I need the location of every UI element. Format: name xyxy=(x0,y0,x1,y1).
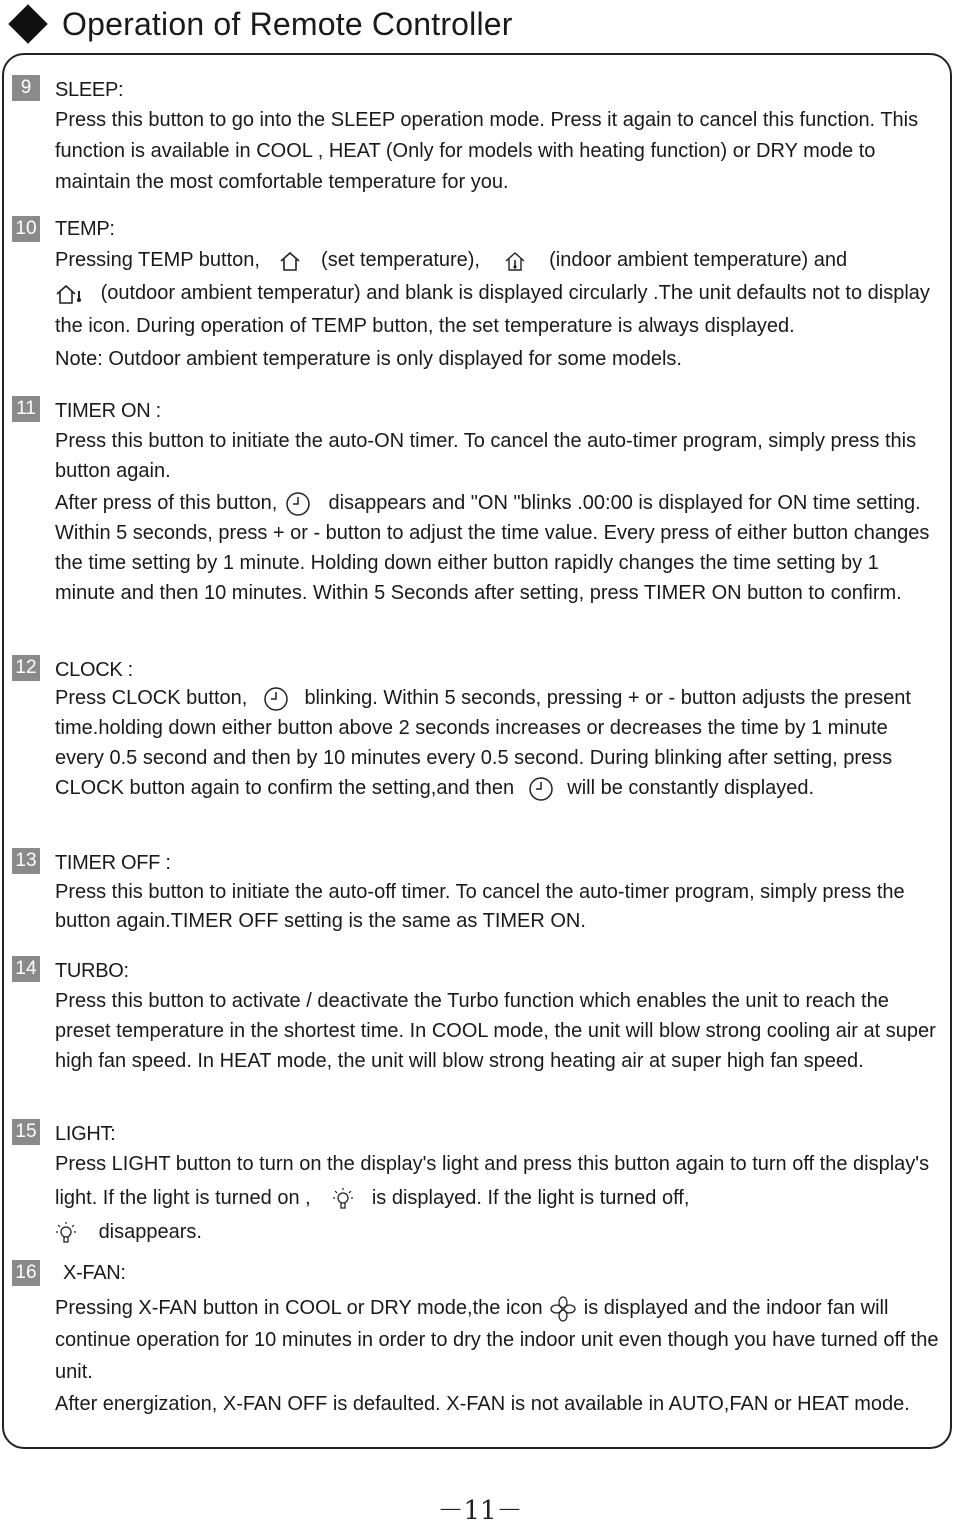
house-outdoor-temp-icon xyxy=(55,283,83,305)
section-number: 16 xyxy=(12,1260,40,1286)
house-indoor-temp-icon xyxy=(504,250,526,272)
note-text: Note: Outdoor ambient temperature is only displayed for some models. xyxy=(55,348,682,370)
section-heading: X-FAN: xyxy=(63,1262,126,1284)
section-text: Press LIGHT button to turn on the display's light and press this button again to turn off the display's light. If the light is turned on , xyxy=(55,1153,930,1209)
section-text: blinking. Within 5 seconds, pressing + or - button adjusts the present time.holding down either button above 2 seconds increases or decreases the time by 1 minute every 0.5 second and then by 10 minutes every 0.5 second. During blinking after setting, press CLOCK button again to confirm the setting,and then xyxy=(55,687,911,799)
light-bulb-icon xyxy=(55,1220,77,1246)
section-number: 10 xyxy=(12,216,40,242)
section-body xyxy=(55,683,940,803)
section-heading: SLEEP: xyxy=(55,79,124,101)
house-set-temp-icon xyxy=(279,250,301,272)
section-number: 9 xyxy=(12,75,40,101)
section-text: Press this button to activate / deactivate the Turbo function which enables the unit to reach the preset temperature in the shortest time. In COOL mode, the unit will blow strong cooling air at super high fan speed. In HEAT mode, the unit will blow strong heating air at super high fan speed. xyxy=(55,990,936,1072)
section-body xyxy=(55,105,940,198)
clock-icon xyxy=(528,776,554,802)
section-text: Press this button to initiate the auto-ON timer. To cancel the auto-timer program, simply press this button again. xyxy=(55,430,917,482)
section-text: Press this button to go into the SLEEP operation mode. Press it again to cancel this function. This function is available in COOL , HEAT (Only for models with heating function) or DRY mode to maintain the most comfortable temperature for you. xyxy=(55,109,919,193)
section-number: 14 xyxy=(12,956,40,982)
section-heading: TEMP: xyxy=(55,218,115,240)
section-text: Press this button to initiate the auto-off timer. To cancel the auto-timer program, simply press the button again.TIMER OFF setting is the same as TIMER ON. xyxy=(55,881,905,932)
section-text: Press CLOCK button, xyxy=(55,687,248,709)
section-number: 13 xyxy=(12,848,40,874)
section-text: is displayed. If the light is turned off, xyxy=(371,1187,690,1209)
section-body xyxy=(55,426,940,608)
section-text: Pressing TEMP button, xyxy=(55,249,260,271)
section-heading: LIGHT: xyxy=(55,1123,116,1145)
section-text: (indoor ambient temperature) and xyxy=(549,249,848,271)
section-body xyxy=(55,1292,940,1420)
section-text: disappears and "ON "blinks .00:00 is displayed for ON time setting. Within 5 seconds, press + or - button to adjust the time value. Every press of either button changes the time setting by 1 minute. Holding down either button rapidly changes the time setting by 1 minute and then 10 minutes. Within 5 Seconds after setting, press TIMER ON button to confirm. xyxy=(55,492,930,604)
section-heading: TURBO: xyxy=(55,960,129,982)
section-text: After energization, X-FAN OFF is defaulted. X-FAN is not available in AUTO,FAN or HEAT mode. xyxy=(55,1393,910,1415)
clock-icon xyxy=(263,686,289,712)
section-body xyxy=(55,986,940,1076)
section-number: 11 xyxy=(12,396,40,422)
page-number: －11－ xyxy=(437,1496,523,1526)
section-text: (set temperature), xyxy=(321,249,480,271)
fan-icon xyxy=(550,1296,576,1322)
section-text: After press of this button, xyxy=(55,492,278,514)
section-text: will be constantly displayed. xyxy=(567,777,815,799)
section-heading: CLOCK : xyxy=(55,659,133,681)
section-text: is displayed and the indoor fan will continue operation for 10 minutes in order to dry the indoor unit even though you have turned off the unit. xyxy=(55,1297,939,1383)
section-heading: TIMER OFF : xyxy=(55,852,171,874)
section-body xyxy=(55,1147,940,1249)
section-body xyxy=(55,244,940,376)
section-number: 12 xyxy=(12,655,40,681)
section-text: (outdoor ambient temperatur) and blank is displayed circularly .The unit defaults not to display the icon. During operation of TEMP button, the set temperature is always displayed. xyxy=(55,282,930,337)
light-bulb-icon xyxy=(332,1186,354,1212)
section-body xyxy=(55,878,940,936)
page-header xyxy=(6,4,513,44)
section-heading: TIMER ON : xyxy=(55,400,161,422)
page-title: Operation of Remote Controller xyxy=(62,5,513,42)
section-number: 15 xyxy=(12,1119,40,1145)
section-text: disappears. xyxy=(98,1221,202,1243)
diamond-bullet-icon xyxy=(8,4,48,44)
section-text: Pressing X-FAN button in COOL or DRY mode,the icon xyxy=(55,1297,543,1319)
clock-icon xyxy=(285,491,311,517)
